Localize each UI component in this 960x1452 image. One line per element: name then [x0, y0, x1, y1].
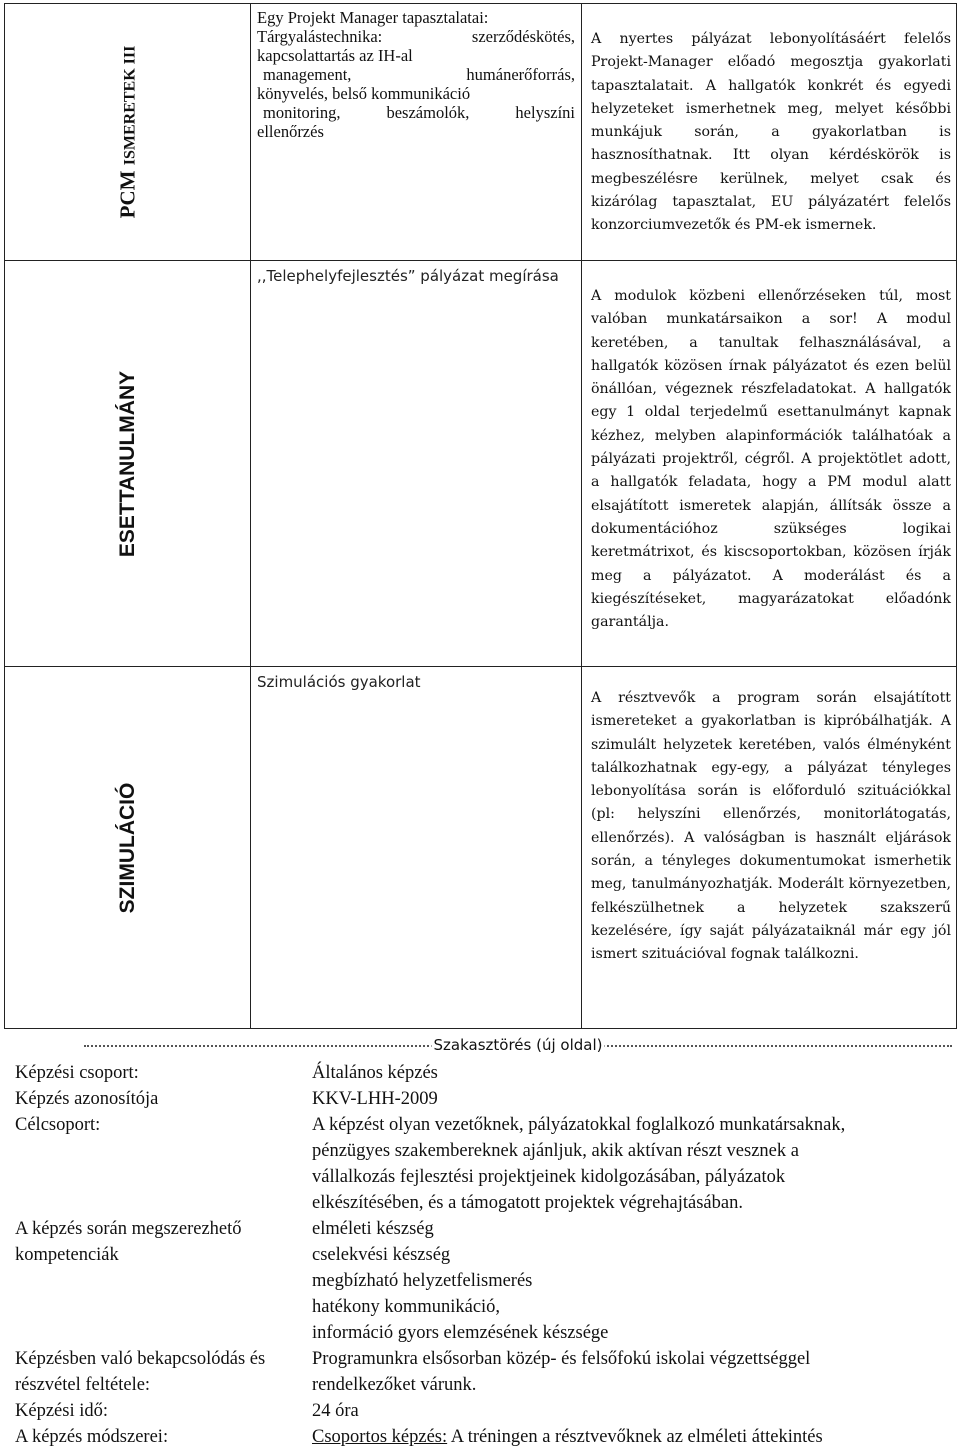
info-row — [15, 1398, 955, 1424]
info-value: hatékony kommunikáció, — [312, 1297, 501, 1317]
info-key: A képzés során megszerezhető kompetenciák — [15, 1219, 242, 1265]
info-value: információ gyors elemzésének készsége — [312, 1323, 609, 1343]
topic-text: ,,Telephelyfejlesztés” pályázat megírása — [257, 267, 559, 285]
info-value: KKV-LHH-2009 — [312, 1089, 438, 1109]
topic-text: Egy Projekt Manager tapasztalatai: Tárgyalástechnika: szerződéskötés, kapcsolattartás az IH-al management, humánerőforrás, könyvelés, belső kommunikáció monitoring, beszámolók, helyszíni ellenőrzés — [257, 8, 575, 141]
info-value-link: Csoportos képzés: — [312, 1427, 448, 1447]
info-key: A képzés módszerei: — [15, 1427, 169, 1447]
info-value: rendelkezőket várunk. — [312, 1375, 477, 1395]
side-cell — [5, 667, 251, 1029]
table-row — [5, 667, 957, 1029]
info-value: vállalkozás fejlesztési projektjeinek kidolgozásában, pályázatok — [312, 1167, 786, 1187]
topic-cell — [251, 261, 582, 667]
info-row — [15, 1346, 955, 1398]
section-break — [84, 1036, 952, 1056]
info-key: Képzési csoport: — [15, 1063, 139, 1083]
info-value: elméleti készség — [312, 1219, 434, 1239]
info-value: Általános képzés — [312, 1063, 438, 1083]
side-cell — [5, 261, 251, 667]
description-text: A résztvevők a program során elsajátított ismereteket a gyakorlatban is kipróbálhatják. A szimulált helyzetek keretében, valós élményként találkozhatnak egy-egy, a pályázat tényleges lebonyolítása során is előforduló szituációkkal (pl: helyszíni ellenőrzés, monitorlátogatás, ellenőrzés). A valóságban is használt eljárások során, a tényleges dokumentumokat ismerhetik meg, tanulmányozhatják. Moderált környezetben, felkészülhetnek a helyzetek szakszerű kezelésére, így saját pályázataiknál már egy jól ismert szituációval fognak találkozni. — [591, 690, 951, 963]
description-text: A nyertes pályázat lebonyolításáért felelős Projekt-Manager előadó megosztja gyakorlati tapasztalatait. A hallgatók konkrét és egyedi helyzeteket ismerhetnek meg, melyet későbbi munkájuk során, a gyakorlatban is hasznosíthatnak. Itt olyan kérdéskörök is megbeszélésre kerülnek, melyet csak és kizárólag tapasztalat, EU pályázatért felelős konzorciumvezetők és PM-ek ismernek. — [591, 31, 951, 234]
info-value: A képzést olyan vezetőknek, pályázatokkal foglalkozó munkatársaknak, — [312, 1115, 846, 1135]
info-value: elkészítésében, és a támogatott projektek végrehajtásában. — [312, 1193, 743, 1213]
description-text: A modulok közbeni ellenőrzéseken túl, most valóban munkatársaikon a sor! A modul keretében, a tanultak felhasználásával, a hallgatók közösen írnak pályázatot és ezen belül önállóan, végeznek részfeladatokat. A hallgatók egy 1 oldal terjedelmű esettanulmányt kapnak kézhez, melyben alapinformációk találhatóak a pályázati projektről, cégről. A projektötlet adott, a hallgatók feladata, hogy a PM modul alatt elsajátított ismeretek alapján, állítsák össze a dokumentációhoz szükséges logikai keretmátrixot, és kiscsoportokban, közösen írják meg a pályázatot. A moderálást és a kiegészítéseket, magyarázatokat előadónk garantálja. — [591, 288, 951, 631]
description-cell — [582, 261, 957, 667]
info-key: Célcsoport: — [15, 1115, 101, 1135]
info-row — [15, 1060, 955, 1086]
course-info — [15, 1060, 955, 1450]
table-row — [5, 261, 957, 667]
info-value: Programunkra elsősorban közép- és felsőfokú iskolai végzettséggel — [312, 1349, 811, 1369]
description-cell — [582, 667, 957, 1029]
topic-cell — [251, 667, 582, 1029]
topic-cell — [251, 4, 582, 261]
table-row — [5, 4, 957, 261]
side-cell — [5, 4, 251, 261]
info-row — [15, 1112, 955, 1216]
info-row — [15, 1424, 955, 1450]
info-row — [15, 1086, 955, 1112]
side-label-pcm: PCM ISMERETEK III — [115, 45, 139, 219]
info-key: Képzés azonosítója — [15, 1089, 159, 1109]
info-key: Képzésben való bekapcsolódás és részvétel feltétele: — [15, 1349, 266, 1395]
side-label-szimulacio: SZIMULÁCIÓ — [115, 782, 139, 913]
description-cell — [582, 4, 957, 261]
info-row — [15, 1216, 955, 1346]
info-key: Képzési idő: — [15, 1401, 108, 1421]
info-value: 24 óra — [312, 1401, 359, 1421]
side-label-esettanulmany: ESETTANULMÁNY — [115, 370, 139, 557]
info-value: A tréningen a résztvevőknek az elméleti áttekintés — [447, 1427, 823, 1447]
section-break-label: Szakasztörés (új oldal) — [433, 1036, 603, 1054]
module-table — [4, 3, 957, 1029]
info-value: megbízható helyzetfelismerés — [312, 1271, 533, 1291]
info-value: pénzügyes szakembereknek ajánljuk, akik aktívan részt vesznek a — [312, 1141, 799, 1161]
topic-text: Szimulációs gyakorlat — [257, 673, 421, 691]
info-value: cselekvési készség — [312, 1245, 451, 1265]
